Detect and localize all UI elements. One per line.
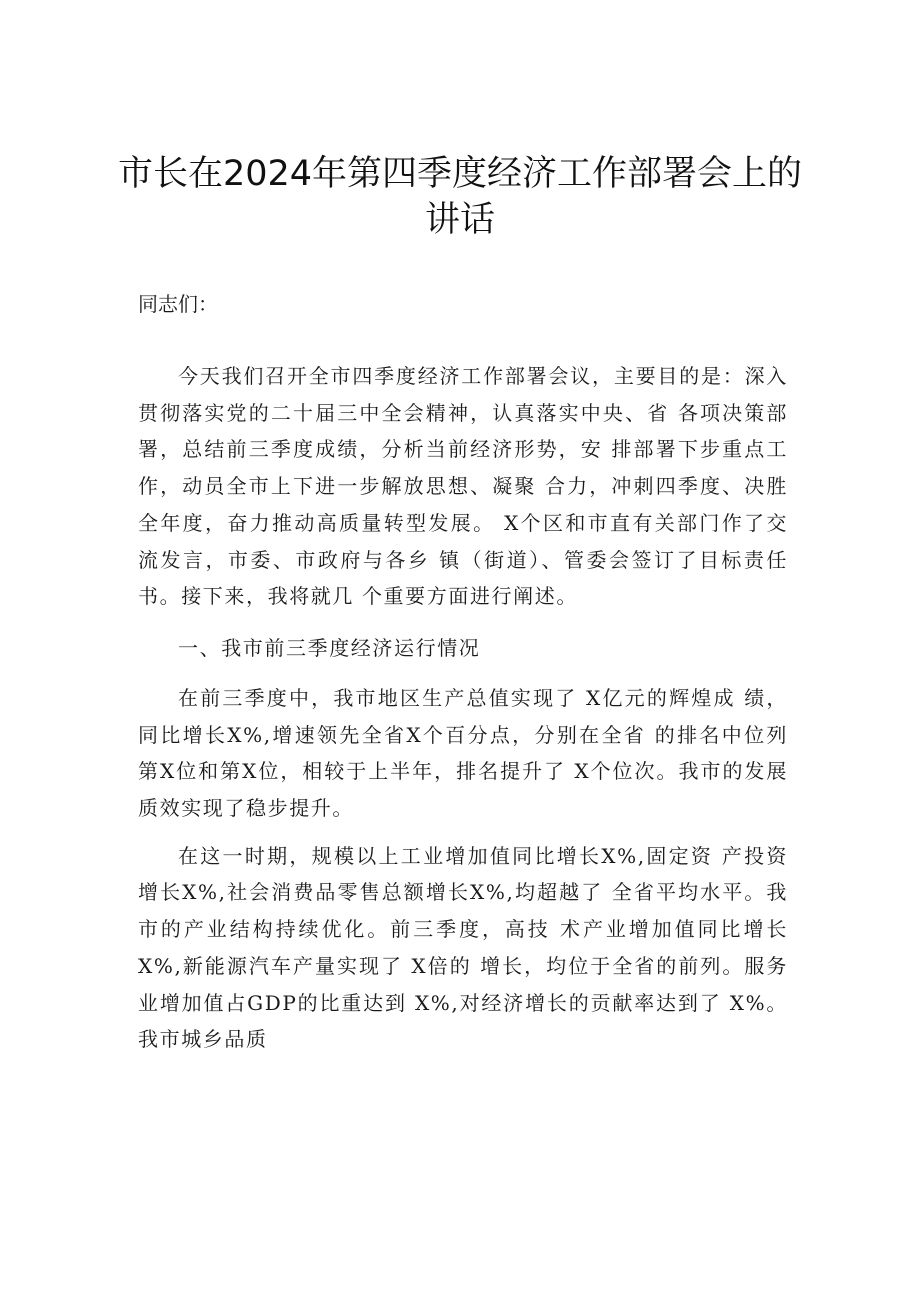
document-title: 市长在2024年第四季度经济工作部署会上的讲话 <box>117 154 803 241</box>
salutation: 同志们： <box>138 292 218 316</box>
section-paragraph-2: 在这一时期，规模以上工业增加值同比增长X%,固定资 产投资增长X%,社会消费品零售总额增长X%,均超越了 全省平均水平。我市的产业结构持续优化。前三季度，高技 术产业增加值同比增长X%,新能源汽车产量实现了 X倍的 增长，均位于全省的前列。服务业增加值占GDP的比重达到 X%,对经济增长的贡献率达到了 X%。我市城乡品质 <box>138 843 788 1052</box>
document-body <box>138 285 788 1058</box>
section-heading: 一、我市前三季度经济运行情况 <box>178 635 481 660</box>
intro-paragraph: 今天我们召开全市四季度经济工作部署会议，主要目的是：深入贯彻落实党的二十届三中全会精神，认真落实中央、省 各项决策部署，总结前三季度成绩，分析当前经济形势，安 排部署下步重点工作，动员全市上下进一步解放思想、凝聚 合力，冲刺四季度、决胜全年度，奋力推动高质量转型发展。 X个区和市直有关部门作了交流发言，市委、市政府与各乡 镇（街道）、管委会签订了目标责任书。接下来，我将就几 个重要方面进行阐述。 <box>138 364 788 609</box>
section-paragraph-1: 在前三季度中，我市地区生产总值实现了 X亿元的辉煌成 绩，同比增长X%,增速领先全省X个百分点，分别在全省 的排名中位列第X位和第X位，相较于上半年，排名提升了 X个位次。我市的发展质效实现了稳步提升。 <box>138 685 788 821</box>
